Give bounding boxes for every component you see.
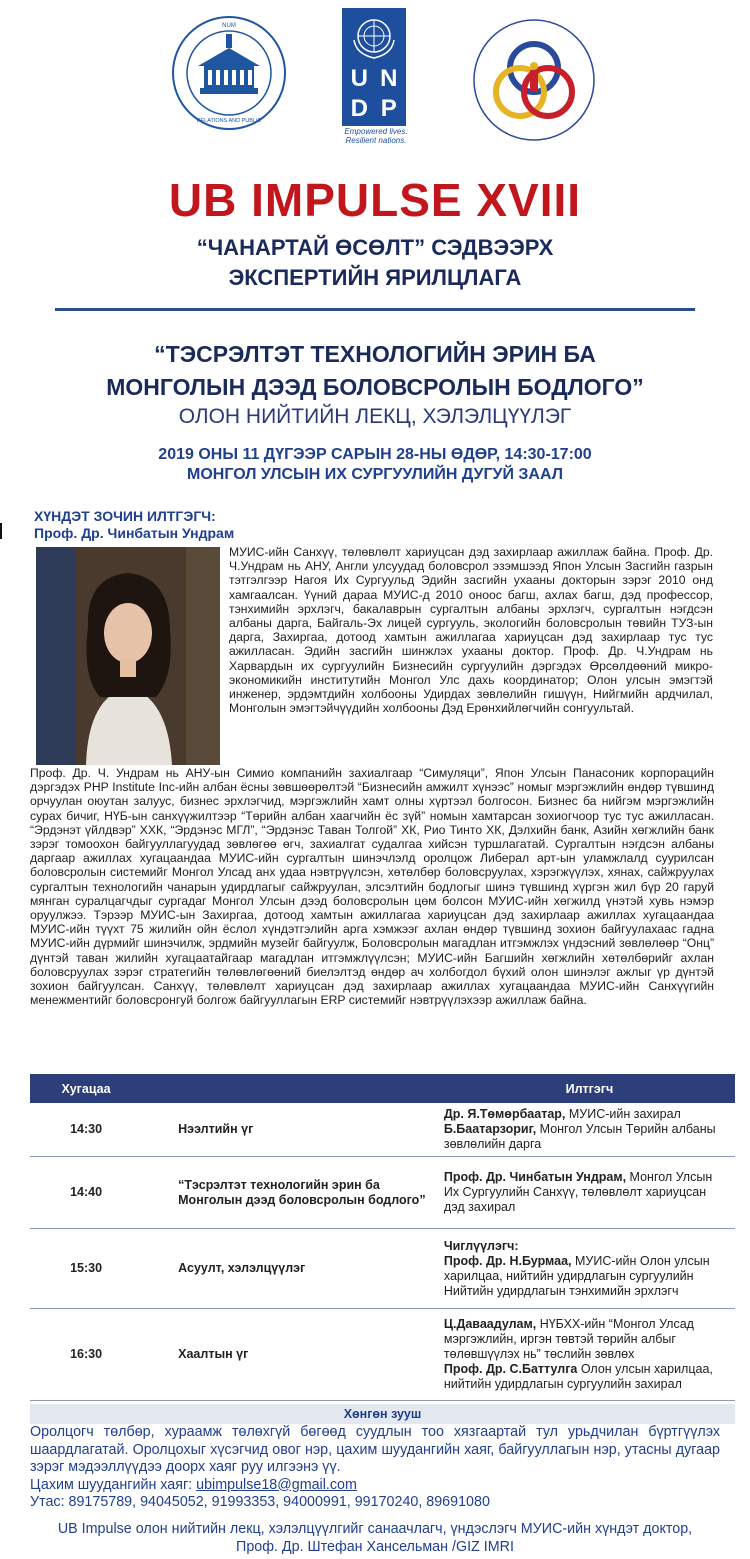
text-cursor: [0, 523, 2, 539]
event-venue: МОНГОЛ УЛСЫН ИХ СУРГУУЛИЙН ДУГУЙ ЗААЛ: [187, 466, 563, 483]
session-title: Асуулт, хэлэлцүүлэг: [142, 1229, 444, 1309]
speaker-entry: [444, 1362, 729, 1392]
speaker-role: Монгол Улсын Их Сургуулийн Санхүү, төлөвлөлт хариуцсан дэд захирал: [443, 1170, 713, 1214]
speaker-name: Проф. Др. Н.Бурмаа,: [443, 1253, 572, 1268]
schedule-table: [30, 1074, 735, 1401]
undp-letter: D: [350, 94, 368, 122]
speaker-entry: [444, 1317, 729, 1362]
civil-service-council-logo: [470, 16, 598, 144]
undp-letter: N: [380, 65, 398, 92]
registration-text: Оролцогч төлбөр, хураамж төлөхгүй бөгөөд суудлын тоо хязгаартай тул урьдчилан бүртгүүлэх шаардлагатай. Оролцохыг хүсэгчид овог нэр, цахим шуудангийн хаяг, байгууллагын нэр, утасны дугаар зэрэг мэдээллүүдээ доорх хаяг руу илгээнэ үү.: [30, 1424, 720, 1475]
tagline-line: Resilient nations.: [345, 136, 407, 145]
speaker-name: Ц.Даваадулам,: [443, 1317, 537, 1331]
speaker-bio-body: Проф. Др. Ч. Ундрам нь АНУ-ын Симио компанийн захиалгаар “Симуляци”, Япон Улсын Панасоник корпорацийн дэргэдэх PHP Institute Inc-ийн албан ёсны зөвшөөрөлтэй “Бизнесийн амжилт хүнээс” номыг мэргэжлийн өндөр түвшинд орчуулан оюутан залуус, бизнес эрхлэгчид, мэргэжлийн хамт олны хүртээл болгосон. Бизнес ба нийгэм мэргэжлийн сурах бичиг, НҮБ-ын санхүүжилтээр “Төрийн албан хаагчийн ёс зүй” номын хамтарсан зохиогчоор тус тус ажилласан. “Эрдэнэт үйлдвэр” ХХК, “Эрдэнэс МГЛ”, “Эрдэнэс Таван Толгой” ХК, Рио Тинто ХК, Дэлхийн банк, Азийн хөгжлийн банк зэрэг томоохон байгууллагуудад зөвлөгөө өгч, захиалгат судалгаа хийсэн туршлагатай. Сургалтын нэгдсэн албаны даргаар ажиллах хугацаандаа МУИС-ийн сургалтын шинэчлэлд оролцож Либерал арт-ын уламжлалд суурилсан боловсролын системийг Монгол Улсад анх удаа нэвтрүүлсэн, хөтөлбөр боловсруулах, хэрэгжүүлэх, хянах, сайжруулах сургалтын технологийн чанарын удирдлагыг сайжруулан, элсэлтийн бодлогыг шинэ түвшинд хүргэн жил бүр 20 гаруй мянган суралцагчдыг сургадаг Монгол Улсын дээд боловсролын цөм болсон МУИС-ийн хөгжилд үнэтэй хувь нэмэр оруулжээ. Тэрээр МУИС-ын Захиргаа, дотоод хамтын ажиллагаа хариуцсан дэд захирлаар ажиллах хугацаандаа МУИС-ийн түүхт 75 жилийн ойн ёслол хүндэтгэлийн арга хэмжээг ахлан өндөр түвшинд зохион байгуулахаас гадна МУИС-ийн дүрмийг шинэчилж, эрдмийн музейг байгуулж, Боловсролын магадлан итгэмжлэх үндэсний зөвлөлөөр “Онц” дүнтэй таван жилийн хугацаатайгаар магадлан итгэмжлүүлсэн; МУИС-ийн Багшийн хөгжлийн хөтөлбөрийг ахлан боловсруулах зэрэг стратегийн төлөвлөгөөний биелэлтэд өндөр ач холбогдол бүхий олон шинэлэг ажлыг үр дүнтэй зохион байгуулсан. Санхүү, төлөвлөлт хариуцсан дэд захирлаар ажиллах хугацаандаа МУИС-ийн Санхүүгийн менежментийг боловсронгуй болгож байгууллагын ERP системийг нэвтрүүлэхээр ажиллаж байна.: [30, 766, 714, 1008]
email-link[interactable]: ubimpulse18@gmail.com: [196, 1476, 357, 1493]
col-empty-header: [142, 1074, 444, 1103]
footer-line: UB Impulse олон нийтийн лекц, хэлэлцүүлгийг санаачлагч, үндэслэгч МУИС-ийн хүндэт доктор,: [57, 1521, 693, 1537]
session-speakers: [444, 1309, 735, 1401]
guest-name: Проф. Др. Чинбатын Ундрам: [34, 525, 235, 541]
speaker-name: Проф. Др. С.Баттулга: [443, 1362, 578, 1376]
divider: [55, 308, 695, 311]
speaker-bio-intro: МУИС-ийн Санхүү, төлөвлөлт хариуцсан дэд захирлаар ажиллаж байна. Проф. Др. Ч.Ундрам нь АНУ, Англи улсуудад боловсрол эзэмшээд Япон Улсын Засгийн газрын тэтгэлгээр Нагоя Их Сургуульд Эдийн засгийн ухааны докторын зэрэг 2010 онд хамгаалсан. Үүний дараа МУИС-д 2010 оноос багш, ахлах багш, дэд профессор, тэнхимийн эрхлэгч, бакалаврын сургалтын албаны эрхлэгч, сургалтын нэгдсэн албаны дарга, Байгаль-Эх лицей сургууль, экологийн боловсролын төвийн ТУЗ-ын дарга, Захиргаа, дотоод хамтын ажиллагаа хариуцсан дэд захирлаар тус тус ажилласан. Эдийн засгийн шинжлэх ухааны доктор. Проф. Др. Ч.Ундрам нь Харвардын их сургуулийн Бизнесийн сургуулийн дэргэдэх Өрсөлдөөний микро-экономикийн институтийн Монгол Улс дахь координатор; Олон улсын эмэгтэй инженер, эрдэмтдийн холбооны Удирдах зөвлөлийн гишүүн, Нийгмийн ардчилал, Монголын эмэгтэйчүүдийн холбооны Дэд Ерөнхийлөгчийн сонгуультай.: [229, 545, 713, 716]
session-time: 14:30: [30, 1103, 142, 1157]
col-time-header: Хугацаа: [30, 1074, 142, 1103]
lecture-type: ОЛОН НИЙТИЙН ЛЕКЦ, ХЭЛЭЛЦҮҮЛЭГ: [178, 405, 572, 428]
speaker-entry: [444, 1122, 729, 1152]
speaker-role: Олон улсын харилцаа, нийтийн удирдлагын сургуулийн захирал: [443, 1362, 713, 1391]
event-title: UB IMPULSE XVIII: [168, 174, 582, 226]
session-time: 14:40: [30, 1157, 142, 1229]
undp-letter: U: [350, 65, 368, 92]
table-row: [30, 1103, 735, 1157]
col-speaker-header: Илтгэгч: [444, 1074, 735, 1103]
undp-logo: [342, 8, 410, 146]
svg-text:RELATIONS AND PUBLIC: RELATIONS AND PUBLIC: [196, 118, 262, 124]
speaker-photo: [36, 547, 220, 765]
registration-info: [30, 1424, 720, 1512]
speaker-entry: [444, 1239, 729, 1254]
speaker-entry: [444, 1170, 729, 1215]
session-title: “Тэсрэлтэт технологийн эрин ба Монголын дээд боловсролын бодлого”: [142, 1157, 444, 1229]
undp-letter: P: [380, 94, 397, 122]
table-row: [30, 1229, 735, 1309]
event-date: 2019 ОНЫ 11 ДҮГЭЭР САРЫН 28-НЫ ӨДӨР, 14:30-17:00: [158, 446, 592, 463]
footer-credit: [0, 1520, 750, 1556]
session-title: Нээлтийн үг: [142, 1103, 444, 1157]
tagline-line: Empowered lives.: [344, 127, 408, 136]
speaker-name: Проф. Др. Чинбатын Ундрам,: [443, 1170, 627, 1184]
undp-tagline: [342, 127, 410, 145]
speaker-name: Чиглүүлэгч:: [443, 1238, 519, 1253]
refreshments-note: Хөнгөн зууш: [30, 1404, 735, 1424]
speaker-role: МУИС-ийн Олон улсын харилцаа, нийтийн удирдлагын сургуулийн Нийтийн удирдлагын тэнхимийн эрхлэгч: [443, 1253, 710, 1298]
lecture-topic: [0, 338, 750, 404]
subtitle-line: ЭКСПЕРТИЙН ЯРИЛЦЛАГА: [228, 265, 522, 290]
topic-line: “ТЭСРЭЛТЭТ ТЕХНОЛОГИЙН ЭРИН БА: [154, 341, 596, 367]
session-speakers: [444, 1103, 735, 1157]
subtitle-line: “ЧАНАРТАЙ ӨСӨЛТ” СЭДВЭЭРХ: [196, 235, 554, 260]
un-emblem-icon: [342, 10, 406, 64]
speaker-name: Др. Я.Төмөрбаатар,: [443, 1107, 566, 1121]
email-line: [30, 1477, 720, 1495]
speaker-role: НҮБХХ-ийн “Монгол Улсад мэргэжлийн, иргэн төвтэй төрийн албыг төлөвшүүлэх нь” төслийн зөвлөх: [443, 1317, 694, 1361]
event-subtitle: [0, 233, 750, 293]
phone-numbers: Утас: 89175789, 94045052, 91993353, 94000991, 99170240, 89691080: [30, 1494, 490, 1510]
topic-line: МОНГОЛЫН ДЭЭД БОЛОВСРОЛЫН БОДЛОГО”: [106, 374, 644, 400]
guest-heading-block: [34, 508, 234, 542]
guest-heading: ХҮНДЭТ ЗОЧИН ИЛТГЭГЧ:: [34, 508, 216, 524]
speaker-role: Монгол Улсын Төрийн албаны зөвлөлийн дарга: [443, 1122, 716, 1151]
table-row: [30, 1309, 735, 1401]
table-row: [30, 1157, 735, 1229]
session-title: Хаалтын үг: [142, 1309, 444, 1401]
email-label: Цахим шуудангийн хаяг:: [30, 1476, 197, 1493]
speaker-entry: [444, 1254, 729, 1299]
footer-line: Проф. Др. Штефан Хансельман /GIZ IMRI: [236, 1539, 514, 1555]
speaker-role: МУИС-ийн захирал: [565, 1107, 681, 1121]
event-date-venue: [0, 445, 750, 485]
num-school-logo: [170, 14, 288, 132]
session-speakers: [444, 1229, 735, 1309]
session-speakers: [444, 1157, 735, 1229]
svg-text:NUM: NUM: [222, 23, 236, 29]
speaker-entry: [444, 1107, 729, 1122]
table-header: [30, 1074, 735, 1103]
session-time: 16:30: [30, 1309, 142, 1401]
session-time: 15:30: [30, 1229, 142, 1309]
undp-letters: [346, 66, 402, 122]
logo-bar: [0, 6, 750, 146]
speaker-name: Б.Баатарзориг,: [443, 1122, 537, 1136]
